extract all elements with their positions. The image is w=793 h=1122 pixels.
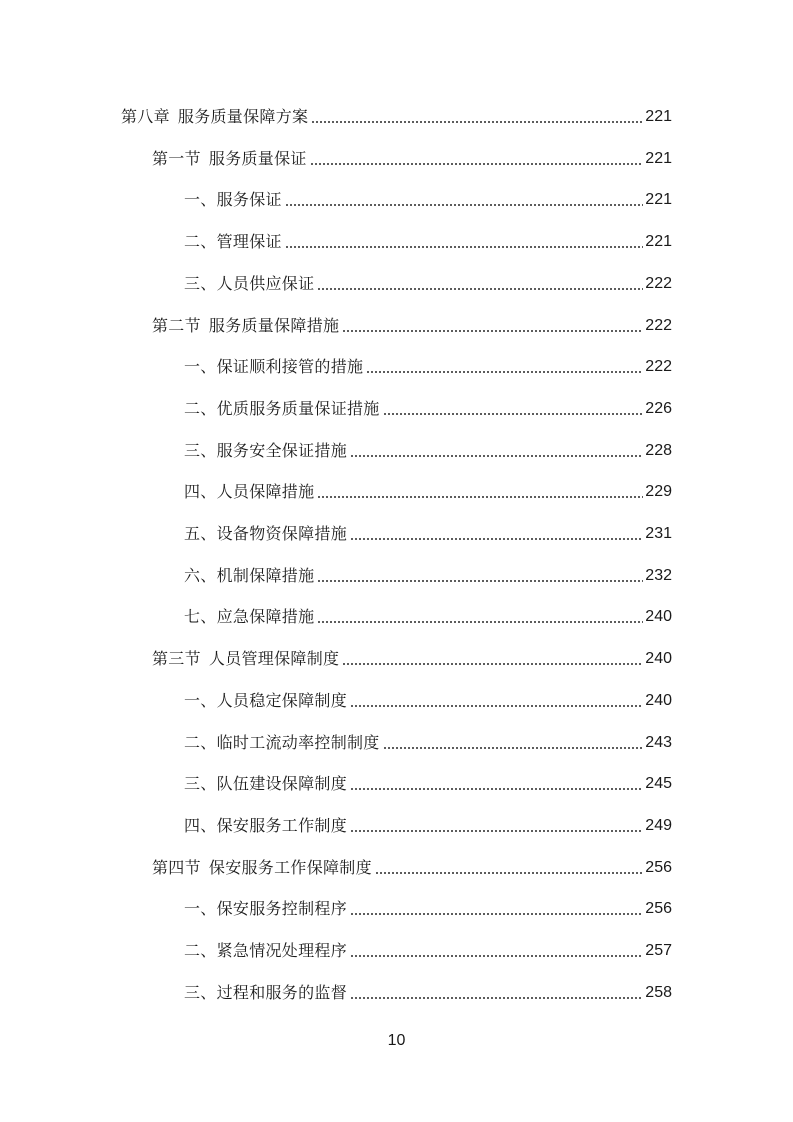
toc-entry-page: 256 [645,858,672,876]
toc-entry-item[interactable] [184,980,672,1004]
toc-entry-page: 231 [645,525,672,542]
dot-leader [285,246,643,248]
toc-entry-title: 第一节 服务质量保证 [152,148,307,168]
toc-entry-title: 一、人员稳定保障制度 [184,690,348,710]
toc-entry-chapter-8[interactable] [121,104,672,128]
toc-entry-page: 243 [645,733,672,751]
toc-entry-item[interactable] [184,938,672,962]
toc-entry-title: 二、临时工流动率控制制度 [184,732,380,752]
toc-entry-item[interactable] [184,271,672,295]
toc-entry-title: 第二节 服务质量保障措施 [152,315,340,335]
dot-leader [350,705,643,707]
toc-entry-section-1[interactable] [152,146,672,170]
toc-entry-page: 240 [645,608,672,626]
dot-leader [350,830,643,832]
toc-entry-page: 228 [645,441,672,459]
toc-entry-page: 232 [645,566,672,584]
dot-leader [317,580,643,582]
toc-entry-page: 258 [645,983,672,1001]
toc-entry-item[interactable] [184,187,672,211]
dot-leader [350,788,643,790]
toc-entry-page: 257 [645,942,672,959]
dot-leader [310,163,644,165]
toc-entry-title: 第四节 保安服务工作保障制度 [152,857,372,877]
toc-entry-page: 222 [645,274,672,292]
toc-entry-page: 221 [645,191,672,209]
dot-leader [311,121,643,123]
dot-leader [350,538,643,540]
toc-entry-item[interactable] [184,354,672,378]
dot-leader [350,997,643,999]
toc-entry-page: 222 [645,316,672,334]
dot-leader [350,455,643,457]
toc-entry-page: 240 [645,691,672,709]
toc-entry-item[interactable] [184,479,672,503]
toc-entry-title: 第八章 服务质量保障方案 [121,107,309,126]
toc-entry-title: 七、应急保障措施 [184,607,315,627]
toc-entry-title: 二、管理保证 [184,232,282,252]
toc-entry-item[interactable] [184,229,672,253]
toc-entry-item[interactable] [184,438,672,462]
toc-entry-title: 三、人员供应保证 [184,273,315,293]
toc-entry-item[interactable] [184,771,672,795]
toc-entry-page: 240 [645,650,672,668]
dot-leader [342,330,643,332]
toc-entry-title: 第三节 人员管理保障制度 [152,649,340,669]
dot-leader [317,288,643,290]
toc-entry-title: 五、设备物资保障措施 [184,524,348,543]
dot-leader [342,663,643,665]
toc-entry-title: 三、过程和服务的监督 [184,982,348,1002]
toc-entry-title: 一、保证顺利接管的措施 [184,357,364,377]
toc-entry-item[interactable] [184,896,672,920]
dot-leader [366,371,643,373]
toc-entry-page: 221 [645,108,672,125]
toc-entry-section-4[interactable] [152,855,672,879]
toc-entry-item[interactable] [184,563,672,587]
toc-entry-page: 229 [645,483,672,501]
dot-leader [317,621,643,623]
toc-entry-item[interactable] [184,396,672,420]
toc-entry-title: 四、人员保障措施 [184,482,315,502]
toc-entry-page: 256 [645,900,672,918]
toc-entry-section-2[interactable] [152,313,672,337]
dot-leader [317,496,643,498]
toc-entry-title: 二、紧急情况处理程序 [184,941,348,960]
dot-leader [383,413,644,415]
toc-entry-title: 四、保安服务工作制度 [184,815,348,835]
page-number: 10 [387,1032,406,1049]
dot-leader [383,747,644,749]
toc-entry-title: 六、机制保障措施 [184,565,315,585]
dot-leader [285,204,643,206]
toc-entry-page: 222 [645,358,672,376]
toc-entry-title: 一、服务保证 [184,190,282,210]
dot-leader [350,955,643,957]
toc-entry-page: 245 [645,775,672,793]
toc-entry-page: 221 [645,233,672,251]
dot-leader [350,913,643,915]
dot-leader [375,872,643,874]
toc-entry-title: 三、队伍建设保障制度 [184,774,348,794]
toc-entry-title: 三、服务安全保证措施 [184,440,348,460]
toc-entry-page: 226 [645,399,672,417]
toc-entry-page: 249 [645,816,672,834]
toc-entry-title: 一、保安服务控制程序 [184,899,348,919]
toc-entry-item[interactable] [184,730,672,754]
toc-entry-page: 221 [645,149,672,167]
toc-entry-item[interactable] [184,521,672,545]
toc-entry-section-3[interactable] [152,646,672,670]
toc-entry-item[interactable] [184,688,672,712]
toc-entry-item[interactable] [184,604,672,628]
toc-entry-title: 二、优质服务质量保证措施 [184,398,380,418]
toc-entry-item[interactable] [184,813,672,837]
